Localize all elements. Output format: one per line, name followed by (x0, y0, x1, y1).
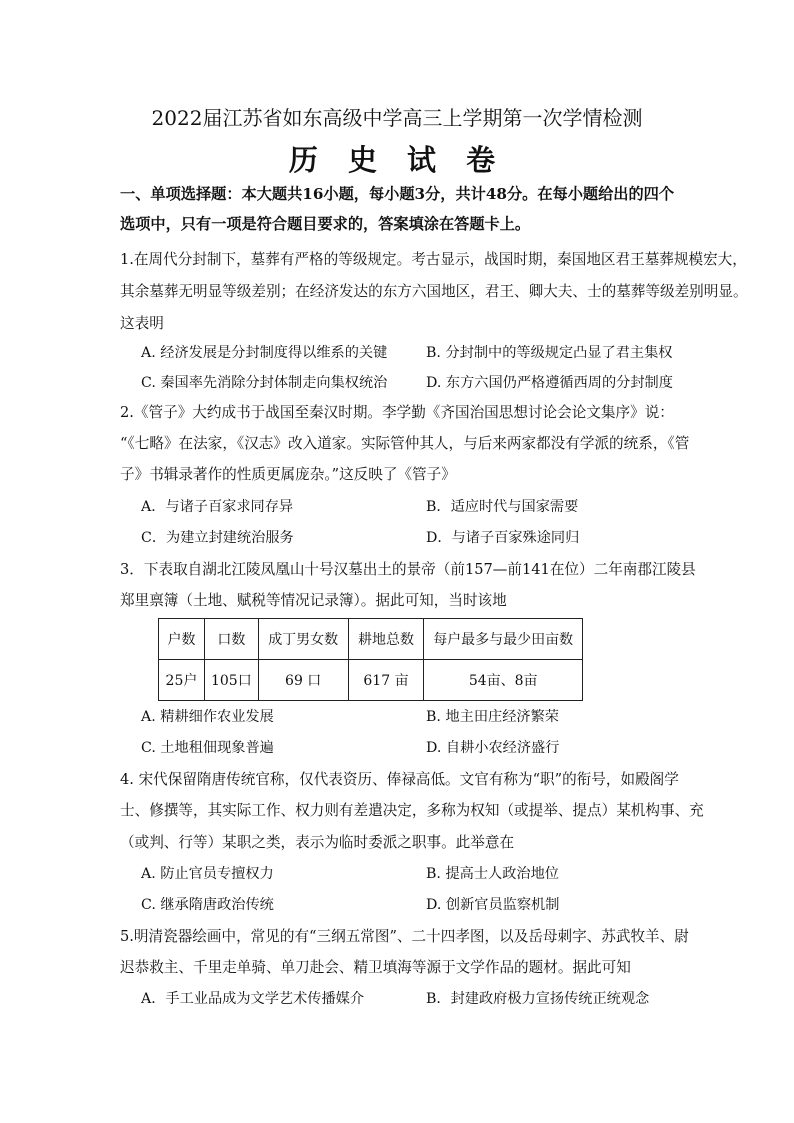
q2-option-d: D．与诸子百家殊途同归 (426, 530, 580, 546)
q4-option-b: B. 提高士人政治地位 (426, 866, 559, 882)
q1-option-d: D. 东方六国仍严格遵循西周的分封制度 (426, 375, 673, 391)
q5-option-b: B．封建政府极力宣扬传统正统观念 (426, 991, 650, 1007)
section-instruction-line-2: 选项中，只有一项是符合题目要求的，答案填涂在答题卡上。 (120, 215, 531, 233)
q1-option-a: A. 经济发展是分封制度得以维系的关键 (141, 345, 388, 361)
q3-option-a: A. 精耕细作农业发展 (141, 709, 274, 725)
table-cell: 617 亩 (348, 660, 424, 701)
q4-option-a: A. 防止官员专擅权力 (141, 866, 274, 882)
table-cell: 25户 (159, 660, 205, 701)
q4-stem-line-1: 4. 宋代保留隋唐传统官称，仅代表资历、俸禄高低。文官有称为“职”的衔号，如殿阁学 (120, 771, 679, 788)
table-header-cell: 成丁男女数 (258, 619, 348, 660)
table-header-cell: 每户最多与最少田亩数 (424, 619, 583, 660)
q2-stem-line-1: 2.《管子》大约成书于战国至秦汉时期。李学勤《齐国治国思想讨论会论文集序》说： (120, 404, 674, 421)
q4-stem-line-3: （或判、行等）某职之类，表示为临时委派之职事。此举意在 (120, 834, 515, 851)
q4-option-d: D. 创新官员监察机制 (426, 897, 560, 913)
table-cell: 54亩、8亩 (424, 660, 583, 701)
q3-option-c: C. 土地租佃现象普遍 (141, 740, 274, 756)
table-cell: 105口 (204, 660, 258, 701)
q3-stem-line-1: 3．下表取自湖北江陵凤凰山十号汉墓出土的景帝（前157—前141在位）二年南郡江陵县 (120, 561, 696, 578)
q1-option-c: C. 秦国率先消除分封体制走向集权统治 (141, 375, 388, 391)
table-header-cell: 口数 (204, 619, 258, 660)
table-header-row (159, 619, 583, 660)
q2-stem-line-3: 子》书辑录著作的性质更属庞杂。”这反映了《管子》 (120, 466, 456, 483)
q4-stem-line-2: 士、修撰等，其实际工作、权力则有差遣决定，多称为权知（或提举、提点）某机构事、充 (120, 802, 704, 819)
table-cell: 69 口 (258, 660, 348, 701)
section-instruction-line-1: 一、单项选择题：本大题共16小题，每小题3分，共计48分。在每小题给出的四个 (120, 185, 675, 203)
q5-option-a: A．手工业品成为文学艺术传播媒介 (141, 991, 365, 1007)
table-row (159, 660, 583, 701)
table-header-cell: 耕地总数 (348, 619, 424, 660)
q5-stem-line-2: 迟恭救主、千里走单骑、单刀赴会、精卫填海等源于文学作品的题材。据此可知 (120, 959, 631, 976)
subject-title: 历 史 试 卷 (288, 143, 506, 177)
q2-stem-line-2: “《七略》在法家，《汉志》改入道家。实际管仲其人，与后来两家都没有学派的统系，《管 (120, 435, 690, 452)
q3-option-b: B. 地主田庄经济繁荣 (426, 709, 559, 725)
q4-option-c: C. 继承隋唐政治传统 (141, 897, 274, 913)
q1-stem-line-1: 1.在周代分封制下，墓葬有严格的等级规定。考古显示，战国时期，秦国地区君王墓葬规模宏大， (120, 251, 747, 268)
q2-option-a: A．与诸子百家求同存异 (141, 499, 294, 515)
q3-option-d: D. 自耕小农经济盛行 (426, 740, 560, 756)
q3-data-table (158, 618, 583, 701)
table-header-cell: 户数 (159, 619, 205, 660)
q5-stem-line-1: 5.明清瓷器绘画中，常见的有“三纲五常图”、二十四孝图，以及岳母刺字、苏武牧羊、尉 (120, 928, 689, 945)
q2-option-b: B．适应时代与国家需要 (426, 499, 579, 515)
q1-option-b: B. 分封制中的等级规定凸显了君主集权 (426, 345, 673, 361)
q1-stem-line-2: 其余墓葬无明显等级差别；在经济发达的东方六国地区，君王、卿大夫、士的墓葬等级差别明显。 (120, 283, 748, 300)
exam-title: 2022届江苏省如东高级中学高三上学期第一次学情检测 (151, 106, 643, 130)
q2-option-c: C．为建立封建统治服务 (141, 530, 294, 546)
q1-stem-line-3: 这表明 (120, 315, 164, 332)
q3-stem-line-2: 郑里禀簿（土地、赋税等情况记录簿）。据此可知，当时该地 (120, 592, 507, 609)
